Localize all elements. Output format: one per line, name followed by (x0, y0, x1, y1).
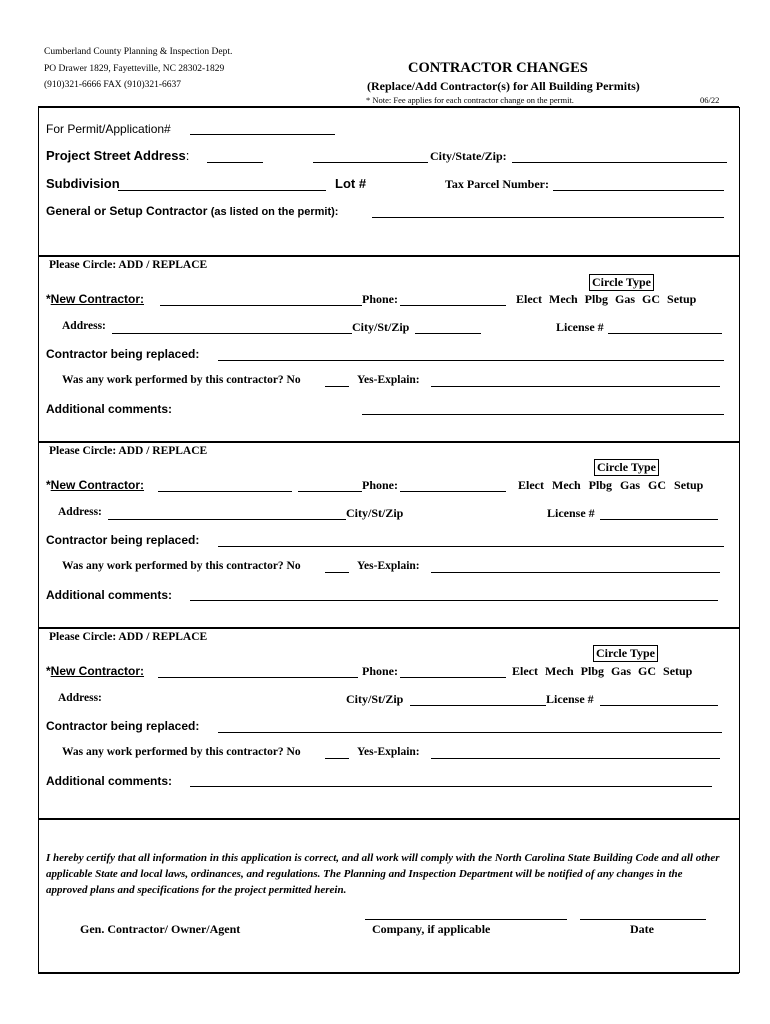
circle-add-replace-2[interactable]: Please Circle: ADD / REPLACE (49, 445, 208, 457)
lot-label: Lot # (335, 176, 367, 191)
phone-label-1: Phone: (362, 292, 398, 306)
dept-address: PO Drawer 1829, Fayetteville, NC 28302-1829 (44, 64, 225, 74)
phone-field-2[interactable] (400, 491, 506, 492)
street-field-a[interactable] (207, 162, 263, 163)
type-plbg[interactable]: Plbg (588, 478, 612, 492)
city-label: City/State/Zip: (430, 149, 507, 163)
work-no-field-3[interactable] (325, 758, 349, 759)
subdivision-label: Subdivision (46, 176, 120, 191)
license-field-1[interactable] (608, 333, 722, 334)
form-title: CONTRACTOR CHANGES (408, 60, 588, 76)
new-contractor-label-2: *New Contractor: (46, 478, 145, 492)
type-mech[interactable]: Mech (549, 292, 578, 306)
date-signature-line[interactable] (580, 919, 706, 920)
date-label: Date (630, 922, 654, 936)
type-mech[interactable]: Mech (552, 478, 581, 492)
new-contractor-field-2b[interactable] (298, 491, 362, 492)
city-st-zip-field-1[interactable] (415, 333, 481, 334)
work-no-field-2[interactable] (325, 572, 349, 573)
city-st-zip-label-1: City/St/Zip (352, 320, 410, 334)
yes-explain-field-3[interactable] (431, 758, 720, 759)
revision-date: 06/22 (700, 95, 720, 105)
type-gas[interactable]: Gas (615, 292, 636, 306)
type-elect[interactable]: Elect (516, 292, 542, 306)
type-mech[interactable]: Mech (545, 664, 574, 678)
type-setup[interactable]: Setup (667, 292, 697, 306)
subdivision-field[interactable] (118, 190, 326, 191)
circle-add-replace-1[interactable]: Please Circle: ADD / REPLACE (49, 259, 208, 271)
street-field-b[interactable] (313, 162, 428, 163)
owner-signature-label: Gen. Contractor/ Owner/Agent (80, 922, 241, 936)
replaced-field-1[interactable] (218, 360, 724, 361)
replaced-label-2: Contractor being replaced: (46, 533, 200, 547)
address-label-2: Address: (58, 506, 102, 518)
type-setup[interactable]: Setup (674, 478, 704, 492)
section-rule-1 (38, 255, 739, 257)
work-question-2: Was any work performed by this contractor? No (62, 560, 301, 572)
new-contractor-label-3: *New Contractor: (46, 664, 145, 678)
comments-label-3: Additional comments: (46, 774, 173, 788)
license-label-2: License # (547, 506, 595, 520)
new-contractor-label-1: *New Contractor: (46, 292, 145, 306)
city-st-zip-field-3[interactable] (410, 705, 546, 706)
license-label-3: License # (546, 692, 594, 706)
yes-explain-field-2[interactable] (431, 572, 720, 573)
dept-name: Cumberland County Planning & Inspection Dept. (44, 47, 233, 57)
comments-label-2: Additional comments: (46, 588, 173, 602)
new-contractor-field-3[interactable] (158, 677, 358, 678)
type-gc[interactable]: GC (638, 664, 657, 678)
address-label-1: Address: (62, 320, 106, 332)
work-question-1: Was any work performed by this contractor? No (62, 374, 301, 386)
type-elect[interactable]: Elect (512, 664, 538, 678)
gc-label: General or Setup Contractor (as listed on the permit): (46, 204, 339, 218)
street-label: Project Street Address: (46, 148, 190, 163)
section-rule-3 (38, 627, 739, 629)
type-gas[interactable]: Gas (611, 664, 632, 678)
replaced-field-2[interactable] (218, 546, 724, 547)
certification-text: I hereby certify that all information in this application is correct, and all work will comply with the North Carolina State Building Code and all other applicable State and local laws, ordinances, and regulations. The Planning and Inspection Department will be notified of any changes in the approved plans and specifications for the project permitted herein. (46, 852, 720, 896)
type-options-3 (512, 664, 692, 679)
circle-type-label-2: Circle Type (594, 459, 659, 476)
new-contractor-field-2a[interactable] (158, 491, 292, 492)
dept-phone-fax: (910)321-6666 FAX (910)321-6637 (44, 80, 182, 90)
type-gc[interactable]: GC (642, 292, 661, 306)
phone-field-1[interactable] (400, 305, 506, 306)
tax-parcel-label: Tax Parcel Number: (445, 177, 549, 191)
type-options-1 (516, 292, 696, 307)
license-label-1: License # (556, 320, 604, 334)
type-elect[interactable]: Elect (518, 478, 544, 492)
replaced-label-1: Contractor being replaced: (46, 347, 200, 361)
city-field[interactable] (512, 162, 727, 163)
permit-field[interactable] (190, 134, 335, 135)
section-rule-2 (38, 441, 739, 443)
replaced-label-3: Contractor being replaced: (46, 719, 200, 733)
company-signature-label: Company, if applicable (372, 922, 491, 936)
company-signature-line[interactable] (365, 919, 567, 920)
yes-explain-label-3: Yes-Explain: (357, 746, 420, 758)
phone-field-3[interactable] (400, 677, 506, 678)
yes-explain-label-2: Yes-Explain: (357, 560, 420, 572)
work-no-field-1[interactable] (325, 386, 349, 387)
section-rule-4 (38, 818, 739, 820)
bottom-rule (38, 972, 739, 974)
new-contractor-field-1[interactable] (160, 305, 362, 306)
comments-field-3[interactable] (190, 786, 712, 787)
fee-note: * Note: Fee applies for each contractor change on the permit. (366, 95, 574, 105)
circle-add-replace-3[interactable]: Please Circle: ADD / REPLACE (49, 631, 208, 643)
comments-field-1[interactable] (362, 414, 724, 415)
comments-field-2[interactable] (190, 600, 718, 601)
yes-explain-field-1[interactable] (431, 386, 720, 387)
address-field-1[interactable] (112, 333, 352, 334)
top-rule (38, 106, 739, 108)
city-st-zip-label-2: City/St/Zip (346, 506, 404, 520)
city-st-zip-label-3: City/St/Zip (346, 692, 404, 706)
type-setup[interactable]: Setup (663, 664, 693, 678)
circle-type-label-1: Circle Type (589, 274, 654, 291)
replaced-field-3[interactable] (218, 732, 722, 733)
tax-parcel-field[interactable] (553, 190, 724, 191)
work-question-3: Was any work performed by this contractor? No (62, 746, 301, 758)
permit-label: For Permit/Application# (46, 122, 171, 136)
phone-label-2: Phone: (362, 478, 398, 492)
phone-label-3: Phone: (362, 664, 398, 678)
yes-explain-label-1: Yes-Explain: (357, 374, 420, 386)
type-plbg[interactable]: Plbg (580, 664, 604, 678)
circle-type-label-3: Circle Type (593, 645, 658, 662)
type-gas[interactable]: Gas (620, 478, 641, 492)
type-plbg[interactable]: Plbg (584, 292, 608, 306)
type-options-2 (518, 478, 703, 493)
address-label-3: Address: (58, 692, 102, 704)
address-field-2[interactable] (108, 519, 346, 520)
license-field-3[interactable] (600, 705, 718, 706)
gc-field[interactable] (372, 217, 724, 218)
type-gc[interactable]: GC (648, 478, 667, 492)
comments-label-1: Additional comments: (46, 402, 173, 416)
license-field-2[interactable] (600, 519, 718, 520)
form-subtitle: (Replace/Add Contractor(s) for All Building Permits) (367, 79, 640, 93)
